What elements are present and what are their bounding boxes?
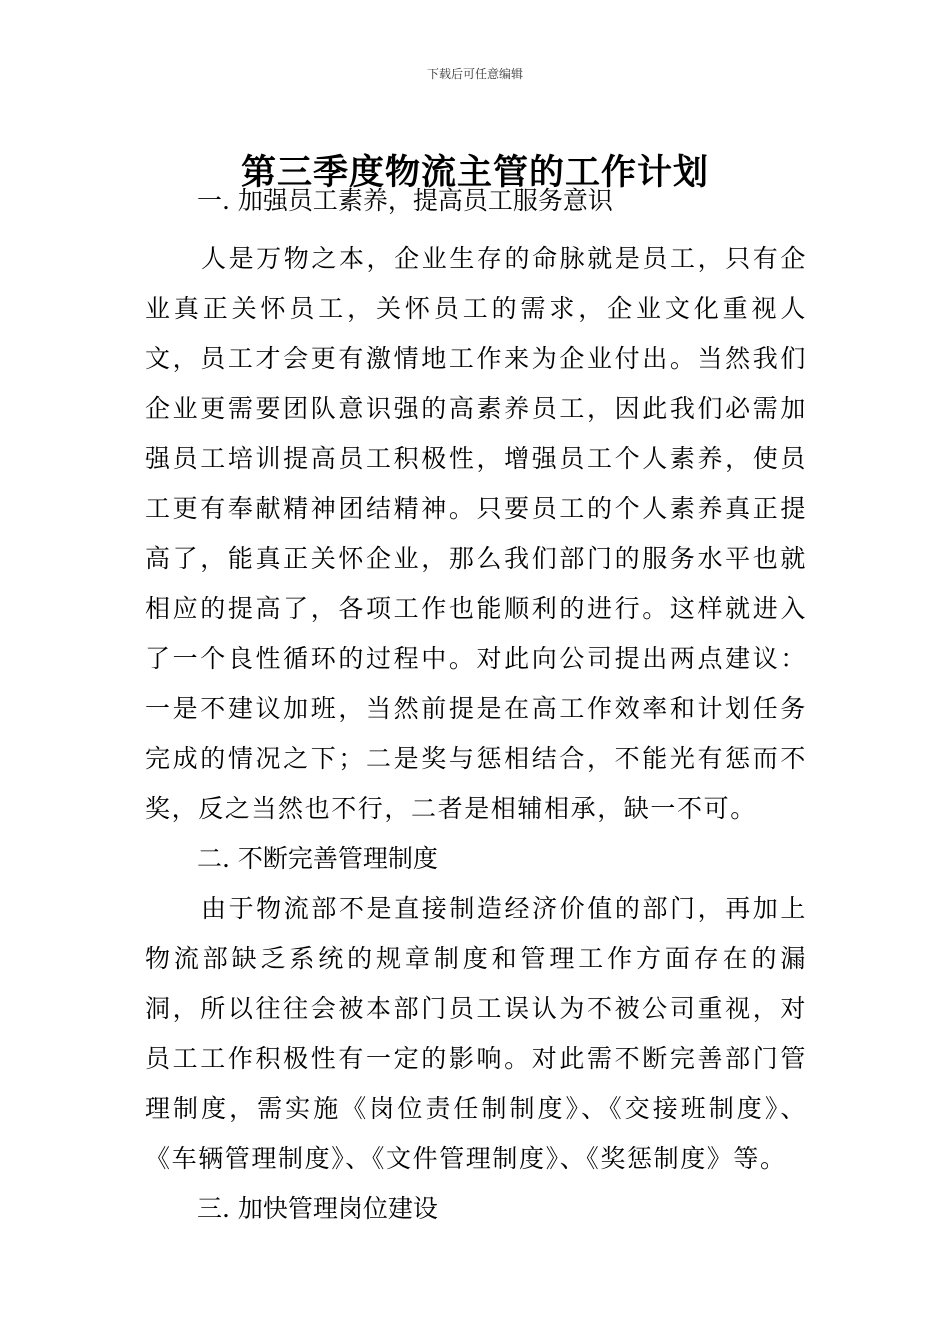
document-body: [145, 176, 807, 1234]
document-title: 第三季度物流主管的工作计划: [240, 153, 709, 194]
section-heading-2: 二. 不断完善管理制度: [197, 844, 438, 873]
section-paragraph-2: 由于物流部不是直接制造经济价值的部门，再加上物流部缺乏系统的规章制度和管理工作方面存在的漏洞，所以往往会被本部门员工误认为不被公司重视，对员工工作积极性有一定的影响。对此需不断完善部门管理制度，需实施《岗位责任制制度》、《交接班制度》、《车辆管理制度》、《文件管理制度》、《奖惩制度》等。: [145, 894, 807, 1173]
section-heading-3: 三. 加快管理岗位建设: [197, 1194, 438, 1223]
section-heading-1: 一. 加强员工素养，提高员工服务意识: [197, 186, 613, 215]
download-note: 下载后可任意编辑: [426, 67, 523, 81]
section-paragraph-1: 人是万物之本，企业生存的命脉就是员工，只有企业真正关怀员工，关怀员工的需求，企业文化重视人文，员工才会更有激情地工作来为企业付出。当然我们企业更需要团队意识强的高素养员工，因此我们必需加强员工培训提高员工积极性，增强员工个人素养，使员工更有奉献精神团结精神。只要员工的个人素养真正提高了，能真正关怀企业，那么我们部门的服务水平也就相应的提高了，各项工作也能顺利的进行。这样就进入了一个良性循环的过程中。对此向公司提出两点建议：一是不建议加班，当然前提是在高工作效率和计划任务完成的情况之下；二是奖与惩相结合，不能光有惩而不奖，反之当然也不行，二者是相辅相承，缺一不可。: [145, 244, 807, 823]
